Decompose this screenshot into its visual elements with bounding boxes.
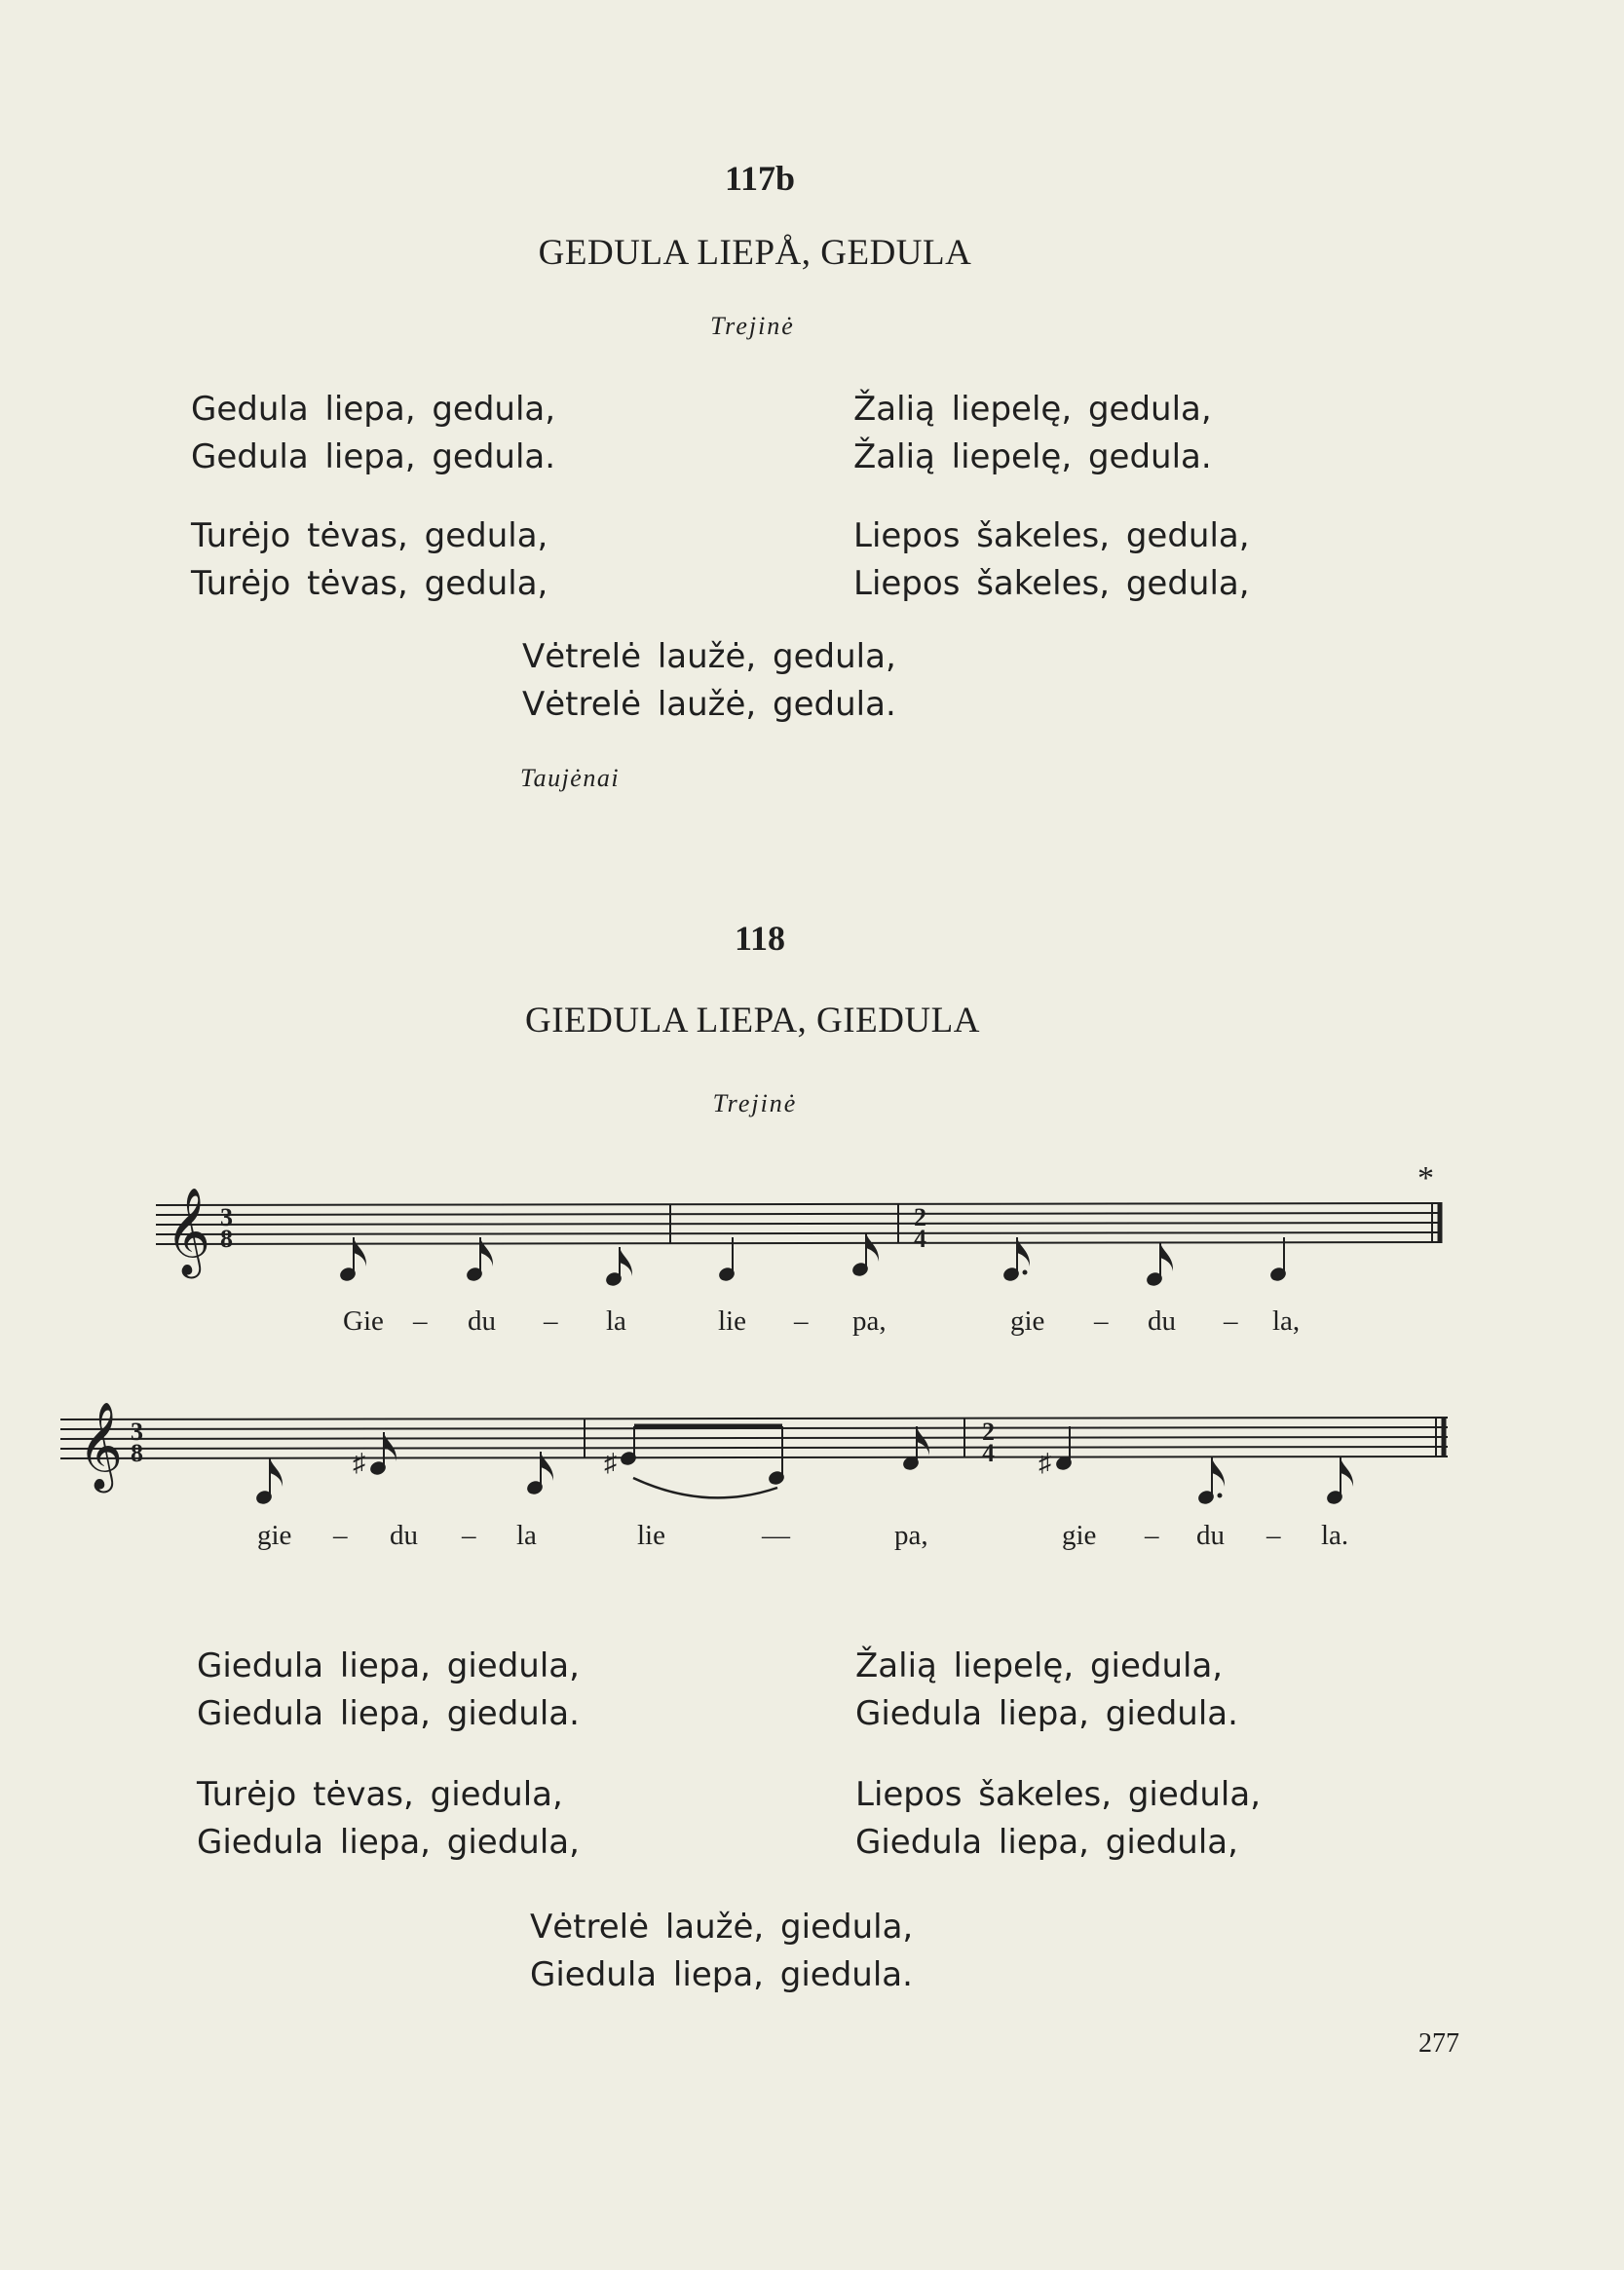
verse-line: Vėtrelė laužė, gedula.: [522, 685, 896, 724]
lyric-hyphen: –: [333, 1520, 348, 1551]
lyric-syllable: la: [606, 1305, 626, 1337]
time-signature-numerator: 3: [220, 1203, 233, 1231]
verse-line: Liepos šakeles, gedula,: [853, 564, 1250, 603]
lyric-syllable: Gie: [343, 1305, 384, 1337]
song-subtitle: Trejinė: [712, 1089, 798, 1117]
stanza: [191, 512, 548, 608]
staff-line-1: [156, 1160, 1442, 1287]
verse-line: Giedula liepa, giedula,: [855, 1823, 1238, 1862]
page-number: 277: [1418, 2028, 1459, 2059]
sharp-icon: ♯: [604, 1449, 617, 1477]
lyric-syllable: gie: [1010, 1305, 1045, 1337]
lyric-hyphen: –: [1145, 1520, 1159, 1551]
time-signature-numerator: 3: [131, 1418, 143, 1446]
lyric-syllable: la.: [1321, 1520, 1349, 1551]
treble-clef-icon: 𝄞: [78, 1403, 124, 1488]
lyric-hyphen: –: [794, 1305, 809, 1337]
verse-line: Giedula liepa, giedula.: [530, 1955, 913, 1994]
place-name: Taujėnai: [520, 764, 621, 792]
stanza: [855, 1771, 1261, 1867]
verse-line: Turėjo tėvas, giedula,: [197, 1775, 563, 1814]
lyric-syllable: du: [390, 1520, 418, 1551]
stanza: [855, 1643, 1238, 1738]
song-subtitle: Trejinė: [710, 312, 795, 340]
verse-line: Giedula liepa, giedula.: [855, 1694, 1238, 1733]
song-title: GIEDULA LIEPA, GIEDULA: [525, 1001, 980, 1040]
lyric-hyphen: –: [462, 1520, 476, 1551]
sharp-icon: ♯: [353, 1449, 365, 1477]
treble-clef-icon: 𝄞: [166, 1189, 211, 1273]
verse-line: Giedula liepa, giedula,: [197, 1646, 580, 1685]
time-signature-denominator: 8: [131, 1439, 143, 1467]
verse-line: Turėjo tėvas, gedula,: [191, 564, 548, 603]
verse-line: Giedula liepa, giedula,: [197, 1823, 580, 1862]
verse-line: Giedula liepa, giedula.: [197, 1694, 580, 1733]
lyric-hyphen: –: [544, 1305, 558, 1337]
verse-line: Liepos šakeles, gedula,: [853, 516, 1250, 555]
time-signature-denominator: 8: [220, 1225, 233, 1253]
lyric-syllable: gie: [1062, 1520, 1097, 1551]
lyric-syllable: lie: [718, 1305, 746, 1337]
lyric-hyphen: –: [1224, 1305, 1238, 1337]
lyric-hyphen: –: [1266, 1520, 1281, 1551]
verse-line: Gedula liepa, gedula.: [191, 437, 556, 476]
slur: [633, 1478, 777, 1497]
verse-line: Vėtrelė laužė, gedula,: [522, 637, 896, 676]
lyric-hyphen: —: [762, 1520, 790, 1551]
verse-line: Žalią liepelę, gedula,: [853, 390, 1212, 429]
verse-line: Žalią liepelę, giedula,: [855, 1646, 1224, 1685]
time-signature-denominator: 4: [982, 1439, 995, 1467]
stanza: [197, 1771, 580, 1867]
lyric-syllable: la,: [1272, 1305, 1301, 1337]
song-title: GEDULA LIEPÅ, GEDULA: [538, 233, 972, 273]
time-signature-numerator: 2: [914, 1203, 926, 1231]
song-number: 118: [734, 919, 785, 958]
time-signature-numerator: 2: [982, 1418, 995, 1446]
lyric-syllable: pa,: [894, 1520, 928, 1551]
stanza: [197, 1643, 580, 1738]
song-number: 117b: [724, 159, 796, 198]
lyric-syllable: du: [1148, 1305, 1176, 1337]
verse-line: Vėtrelė laužė, giedula,: [530, 1908, 914, 1947]
final-stanza: [522, 633, 896, 729]
lyric-syllable: pa,: [852, 1305, 887, 1337]
verse-line: Gedula liepa, gedula,: [191, 390, 556, 429]
lyric-syllable: lie: [637, 1520, 665, 1551]
final-stanza: [530, 1904, 913, 1999]
music-score: [0, 1150, 1624, 1569]
lyric-hyphen: –: [1094, 1305, 1109, 1337]
lyric-hyphen: –: [413, 1305, 428, 1337]
lyric-syllable: du: [1196, 1520, 1225, 1551]
verse-line: Turėjo tėvas, gedula,: [191, 516, 548, 555]
verse-line: Žalią liepelę, gedula.: [853, 437, 1212, 476]
sharp-icon: ♯: [1039, 1449, 1051, 1477]
lyric-syllable: gie: [257, 1520, 292, 1551]
stanza: [191, 386, 555, 481]
stanza: [853, 386, 1212, 481]
stanza: [853, 512, 1250, 608]
time-signature-denominator: 4: [914, 1225, 926, 1253]
staff-line-2: [60, 1403, 1448, 1505]
footnote-asterisk: *: [1417, 1160, 1434, 1196]
lyric-syllable: la: [516, 1520, 537, 1551]
verse-line: Liepos šakeles, giedula,: [855, 1775, 1262, 1814]
lyric-syllable: du: [468, 1305, 496, 1337]
